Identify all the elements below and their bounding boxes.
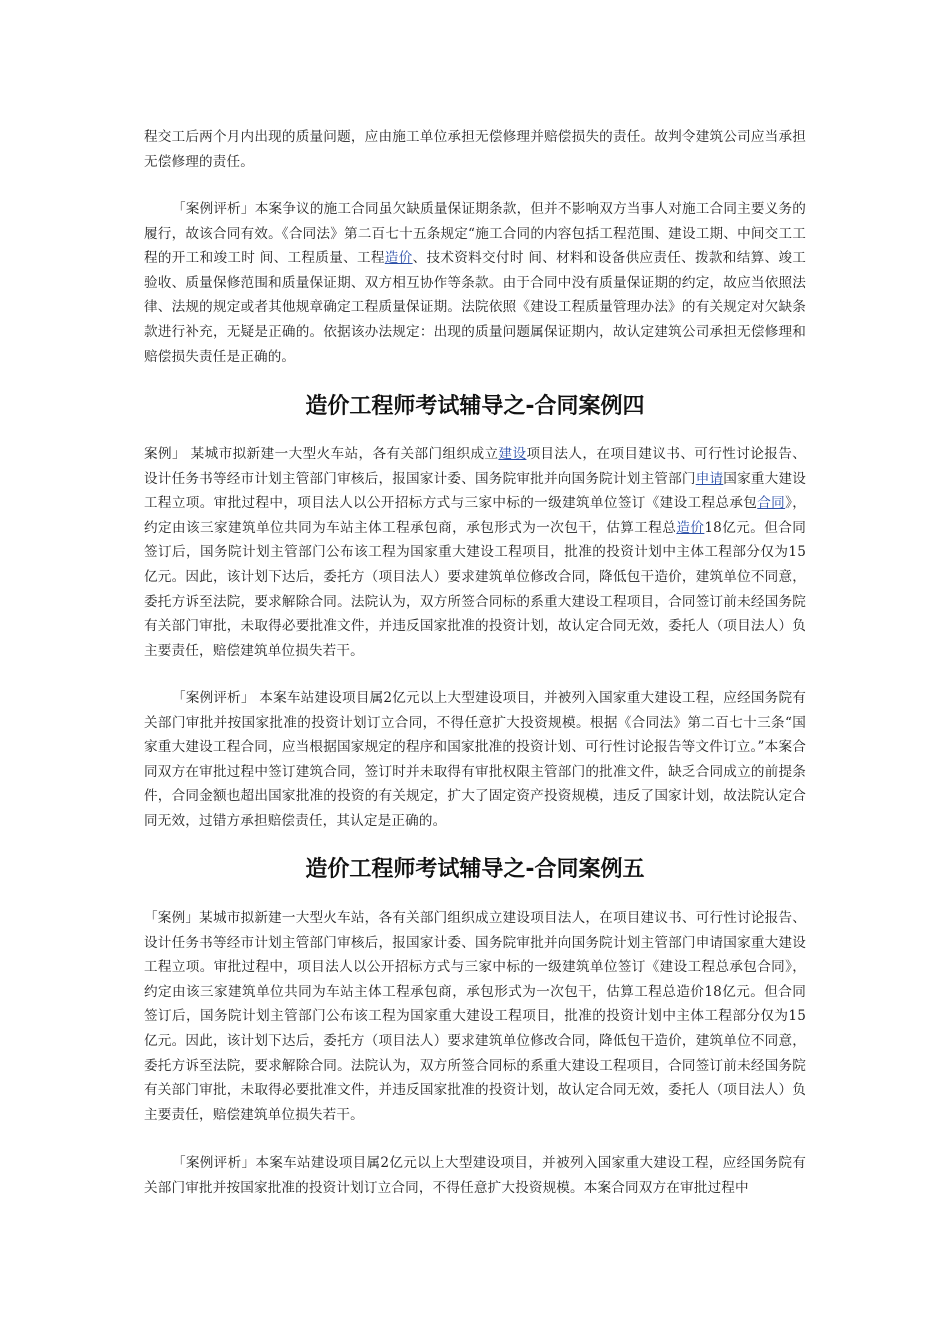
- link-jianshe[interactable]: 建设: [498, 446, 527, 462]
- paragraph-case5-analysis: [144, 1151, 806, 1200]
- paragraph-case3-conclusion: [144, 125, 806, 174]
- paragraph-text: 项目法人，在项目建议书、可行性讨论报告、设计任务书等经市计划主管部门审核后，报国家计委、国务院审批并向国务院计划主管部门: [144, 446, 806, 487]
- paragraph-text: 》，约定由该三家建筑单位共同为车站主体工程承包商，承包形式为一次包干，估算工程总: [144, 495, 806, 536]
- paragraph-text: 国家重大建设工程立项。审批过程中，项目法人以公开招标方式与三家中标的一级建筑单位签订《建设工程总承包: [144, 470, 807, 512]
- link-hetong[interactable]: 合同: [757, 495, 786, 512]
- paragraph-text: 「案例」某城市拟新建一大型火车站，各有关部门组织成立建设项目法人，在项目建议书、可行性讨论报告、设计任务书等经市计划主管部门审核后，报国家计委、国务院审批并向国务院计划主管部门申请国家重大建设工程立项。审批过程中，项目法人以公开招标方式与三家中标的一级建筑单位签订《建设工程总承包合同》，约定由该三家建筑单位共同为车站主体工程承包商，承包形式为一次包干，估算工程总造价18亿元。但合同签订后，国务院计划主管部门公布该工程为国家重大建设工程项目，批准的投资计划中主体工程部分仅为15亿元。因此，该计划下达后，委托方（项目法人）要求建筑单位修改合同，降低包干造价，建筑单位不同意，委托方诉至法院，要求解除合同。法院认为，双方所签合同标的系重大建设工程项目，合同签订前未经国务院有关部门审批，未取得必要批准文件，并违反国家批准的投资计划，故认定合同无效，委托人（项目法人）负主要责任，赔偿建筑单位损失若干。: [144, 910, 806, 1123]
- paragraph-text: 「案例评析」本案车站建设项目属2亿元以上大型建设项目，并被列入国家重大建设工程，应经国务院有关部门审批并按国家批准的投资计划订立合同，不得任意扩大投资规模。本案合同双方在审批过程中: [144, 1155, 806, 1196]
- paragraph-text: 程交工后两个月内出现的质量问题，应由施工单位承担无偿修理并赔偿损失的责任。故判令建筑公司应当承担无偿修理的责任。: [144, 129, 806, 170]
- paragraph-case4: [144, 442, 806, 663]
- paragraph-text: 「案例评析」 本案车站建设项目属2亿元以上大型建设项目，并被列入国家重大建设工程，应经国务院有关部门审批并按国家批准的投资计划订立合同，不得任意扩大投资规模。根据《合同法》第二百七十三条“国家重大建设工程合同，应当根据国家规定的程序和国家批准的投资计划、可行性讨论报告等文件订立。”本案合同双方在审批过程中签订建筑合同，签订时并未取得有审批权限主管部门的批准文件，缺乏合同成立的前提条件，合同金额也超出国家批准的投资的有关规定，扩大了固定资产投资规模，违反了国家计划，故法院认定合同无效，过错方承担赔偿责任，其认定是正确的。: [144, 690, 806, 829]
- link-zaojia-2[interactable]: 造价: [676, 519, 705, 536]
- link-shenqing[interactable]: 申请: [695, 470, 724, 487]
- paragraph-text: 、技术资料交付时 间、材料和设备供应责任、拨款和结算、竣工验收、质量保修范围和质量保证期、双方相互协作等条款。由于合同中没有质量保证期的约定，故应当依照法律、法规的规定或者其他规章确定工程质量保证期。法院依照《建设工程质量管理办法》的有关规定对欠缺条款进行补充，无疑是正确的。依据该办法规定：出现的质量问题属保证期内，故认定建筑公司承担无偿修理和赔偿损失责任是正确的。: [144, 250, 807, 365]
- paragraph-case3-analysis: [144, 197, 806, 369]
- link-zaojia[interactable]: 造价: [384, 250, 413, 267]
- paragraph-text: 18亿元。但合同签订后，国务院计划主管部门公布该工程为国家重大建设工程项目，批准的投资计划中主体工程部分仅为15亿元。因此，该计划下达后，委托方（项目法人）要求建筑单位修改合同，降低包干造价，建筑单位不同意，委托方诉至法院，要求解除合同。法院认为，双方所签合同标的系重大建设工程项目，合同签订前未经国务院有关部门审批，未取得必要批准文件，并违反国家批准的投资计划，故认定合同无效，委托人（项目法人）负主要责任，赔偿建筑单位损失若干。: [144, 519, 807, 659]
- paragraph-text: 「案例评析」本案争议的施工合同虽欠缺质量保证期条款，但并不影响双方当事人对施工合同主要义务的履行，故该合同有效。《合同法》第二百七十五条规定“施工合同的内容包括工程范围、建设工期、中间交工工程的开工和竣工时 间、工程质量、工程: [144, 201, 806, 267]
- heading-case4: 造价工程师考试辅导之-合同案例四: [305, 394, 645, 419]
- paragraph-text: 案例」 某城市拟新建一大型火车站，各有关部门组织成立: [144, 446, 499, 462]
- paragraph-case5: [144, 906, 806, 1127]
- paragraph-case4-analysis: [144, 686, 806, 834]
- heading-case5: 造价工程师考试辅导之-合同案例五: [305, 857, 645, 882]
